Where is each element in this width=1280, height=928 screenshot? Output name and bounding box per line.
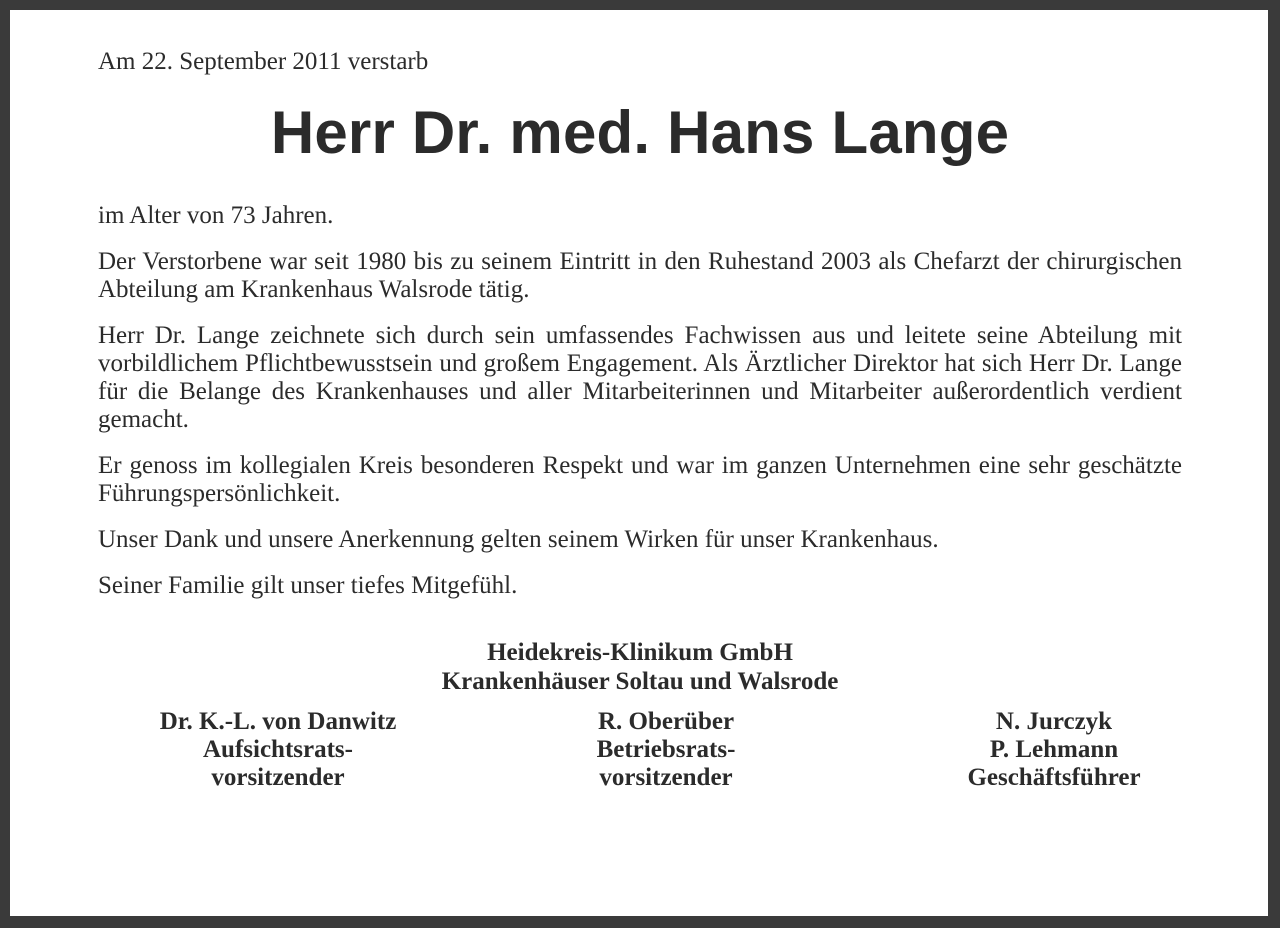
signers-row xyxy=(98,708,1182,792)
deceased-name: Herr Dr. med. Hans Lange xyxy=(270,99,1010,166)
respect-paragraph: Er genoss im kollegialen Kreis besonderen Respekt und war im ganzen Unternehmen eine sehr geschätzte Führungspersönlichkeit. xyxy=(98,452,1182,507)
organization-name: Heidekreis-Klinikum GmbH xyxy=(487,639,793,666)
signer-line: P. Lehmann xyxy=(989,736,1119,763)
thanks-paragraph: Unser Dank und unsere Anerkennung gelten seinem Wirken für unser Krankenhaus. xyxy=(98,526,939,553)
condolence-paragraph: Seiner Familie gilt unser tiefes Mitgefühl. xyxy=(98,572,518,599)
signer-line: Betriebsrats- xyxy=(596,736,736,763)
signer-works-council xyxy=(516,708,816,792)
organization-subtitle: Krankenhäuser Soltau und Walsrode xyxy=(441,668,839,695)
signer-supervisory-board xyxy=(98,708,458,792)
death-date-line: Am 22. September 2011 verstarb xyxy=(98,48,429,75)
age-line: im Alter von 73 Jahren. xyxy=(98,202,334,229)
organization-block xyxy=(98,638,1182,696)
signer-line: vorsitzender xyxy=(211,764,345,791)
signer-line: Aufsichtsrats- xyxy=(203,736,353,763)
signer-management xyxy=(874,708,1234,792)
career-paragraph: Der Verstorbene war seit 1980 bis zu seinem Eintritt in den Ruhestand 2003 als Chefarzt der chirurgischen Abteilung am Krankenhaus Walsrode tätig. xyxy=(98,248,1182,303)
merits-paragraph: Herr Dr. Lange zeichnete sich durch sein umfassendes Fachwissen aus und leitete seine Abteilung mit vorbildlichem Pflichtbewusstsein und großem Engagement. Als Ärztlicher Direktor hat sich Herr Dr. Lange für die Belange des Krankenhauses und aller Mitarbeiterinnen und Mitarbeiter außerordentlich verdient gemacht. xyxy=(98,322,1182,433)
signer-line: R. Oberüber xyxy=(597,708,735,735)
obituary-frame xyxy=(10,10,1268,916)
signer-line: vorsitzender xyxy=(599,764,733,791)
signer-line: N. Jurczyk xyxy=(995,708,1113,735)
obituary-notice xyxy=(98,48,1182,792)
signer-line: Dr. K.-L. von Danwitz xyxy=(159,708,397,735)
signer-line: Geschäftsführer xyxy=(967,764,1141,791)
